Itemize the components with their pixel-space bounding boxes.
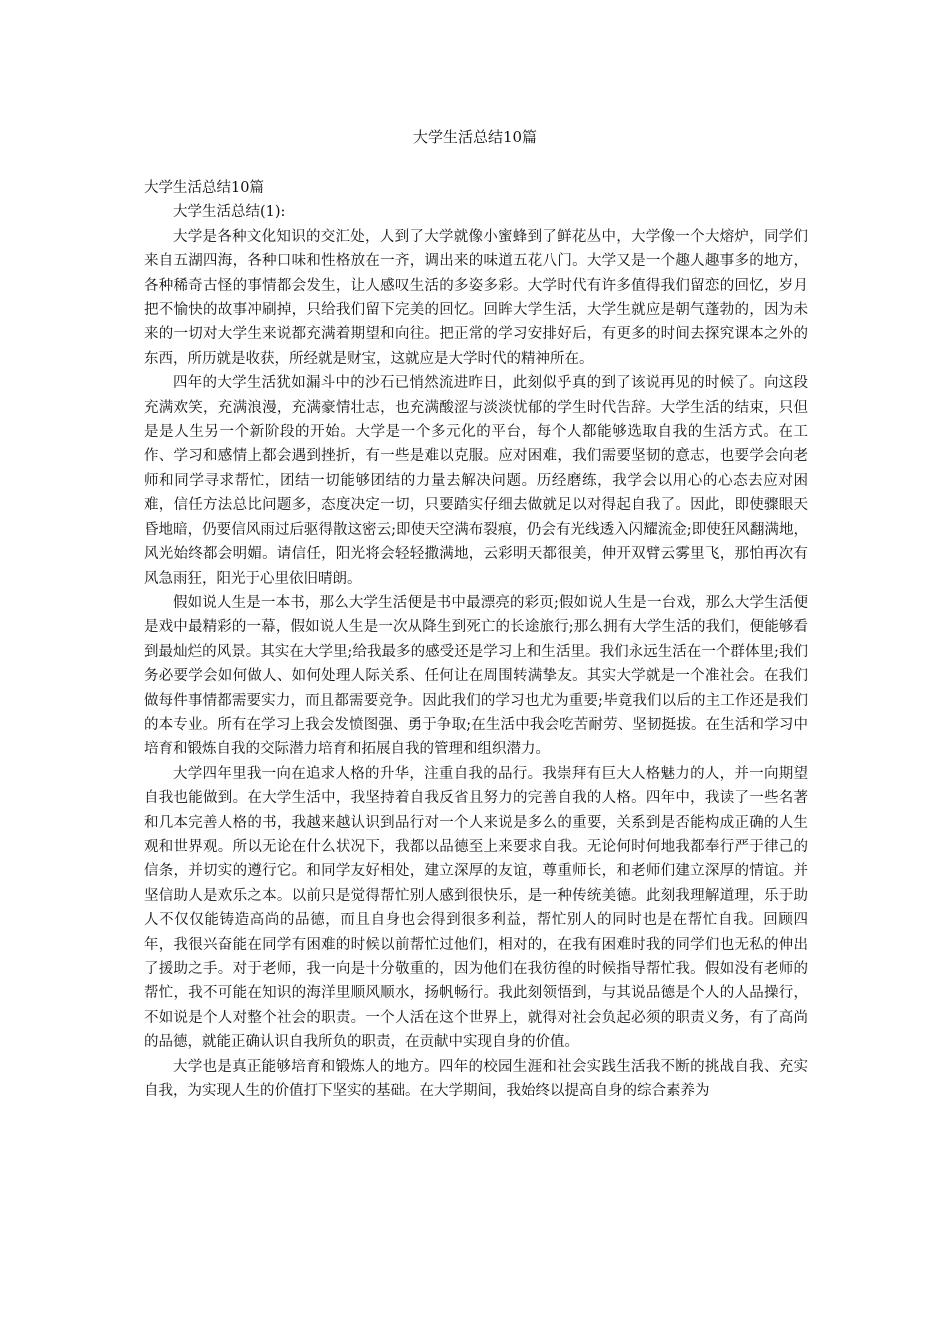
- section-heading: 大学生活总结10篇: [144, 180, 264, 196]
- document-body: [144, 176, 808, 1103]
- paragraph-4: 大学四年里我一向在追求人格的升华，注重自我的品行。我崇拜有巨大人格魅力的人，并一向期望自我也能做到。在大学生活中，我坚持着自我反省且努力的完善自我的人格。四年中，我读了一些名著和几本完善人格的书，我越来越认识到品行对一个人来说是多么的重要，关系到是否能构成正确的人生观和世界观。所以无论在什么状况下，我都以品德至上来要求自我。无论何时何地我都奉行严于律己的信条，并切实的遵行它。和同学友好相处，建立深厚的友谊，尊重师长，和老师们建立深厚的情谊。并坚信助人是欢乐之本。以前只是觉得帮忙别人感到很快乐，是一种传统美德。此刻我理解道理，乐于助人不仅仅能铸造高尚的品德，而且自身也会得到很多利益，帮忙别人的同时也是在帮忙自我。回顾四年，我很兴奋能在同学有困难的时候以前帮忙过他们，相对的，在我有困难时我的同学们也无私的伸出了援助之手。对于老师，我一向是十分敬重的，因为他们在我彷徨的时候指导帮忙我。假如没有老师的帮忙，我不可能在知识的海洋里顺风顺水，扬帆畅行。我此刻领悟到，与其说品德是个人的人品操行，不如说是个人对整个社会的职责。一个人活在这个世界上，就得对社会负起必须的职责义务，有了高尚的品德，就能正确认识自我所负的职责，在贡献中实现自身的价值。: [144, 765, 808, 1051]
- paragraph-5: 大学也是真正能够培育和锻炼人的地方。四年的校园生涯和社会实践生活我不断的挑战自我、充实自我，为实现人生的价值打下坚实的基础。在大学期间，我始终以提高自身的综合素养为: [144, 1058, 808, 1100]
- paragraph-1: 大学是各种文化知识的交汇处，人到了大学就像小蜜蜂到了鲜花丛中，大学像一个大熔炉，同学们来自五湖四海，各种口味和性格放在一齐，调出来的味道五花八门。大学又是一个趣人趣事多的地方，各种稀奇古怪的事情都会发生，让人感叹生活的多姿多彩。大学时代有许多值得我们留恋的回忆，岁月把不愉快的故事冲刷掉，只给我们留下完美的回忆。回眸大学生活，大学生就应是朝气蓬勃的，因为未来的一切对大学生来说都充满着期望和向往。把正常的学习安排好后，有更多的时间去探究课本之外的东西，所历就是收获，所经就是财宝，这就应是大学时代的精神所在。: [144, 228, 808, 367]
- paragraph-3: 假如说人生是一本书，那么大学生活便是书中最漂亮的彩页;假如说人生是一台戏，那么大学生活便是戏中最精彩的一幕，假如说人生是一次从降生到死亡的长途旅行;那么拥有大学生活的我们，便能够看到最灿烂的风景。其实在大学里;给我最多的感受还是学习上和生活里。我们永远生活在一个群体里;我们务必要学会如何做人、如何处理人际关系、任何让在周围转满挚友。其实大学就是一个准社会。在我们做每件事情都需要实力，而且都需要竞争。因此我们的学习也尤为重要;毕竟我们以后的主工作还是我们的本专业。所有在学习上我会发愤图强、勇于争取;在生活中我会吃苦耐劳、坚韧挺拔。在生活和学习中培育和锻炼自我的交际潜力培育和拓展自我的管理和组织潜力。: [144, 594, 808, 758]
- paragraph-2: 四年的大学生活犹如漏斗中的沙石已悄然流进昨日，此刻似乎真的到了该说再见的时候了。向这段充满欢笑，充满浪漫，充满豪情壮志，也充满酸涩与淡淡忧郁的学生时代告辞。大学生活的结束，只但是是人生另一个新阶段的开始。大学是一个多元化的平台，每个人都能够选取自我的生活方式。在工作、学习和感情上都会遇到挫折，有一些是难以克服。应对困难，我们需要坚韧的意志，也要学会向老师和同学寻求帮忙，团结一切能够团结的力量去解决问题。历经磨练，我学会以用心的心态去应对困难，信任方法总比问题多，态度决定一切，只要踏实仔细去做就足以对得起自我了。因此，即使骤眼天昏地暗，仍要信风雨过后驱得散这密云;即使天空满布裂痕，仍会有光线透入闪耀流金;即使狂风翻满地，风光始终都会明媚。请信任，阳光将会轻轻撒满地，云彩明天都很美，伸开双臂云雾里飞，那怕再次有风急雨狂，阳光于心里依旧晴朗。: [144, 375, 808, 587]
- section-subheading: 大学生活总结(1):: [173, 204, 286, 221]
- document-title: 大学生活总结10篇: [412, 128, 538, 146]
